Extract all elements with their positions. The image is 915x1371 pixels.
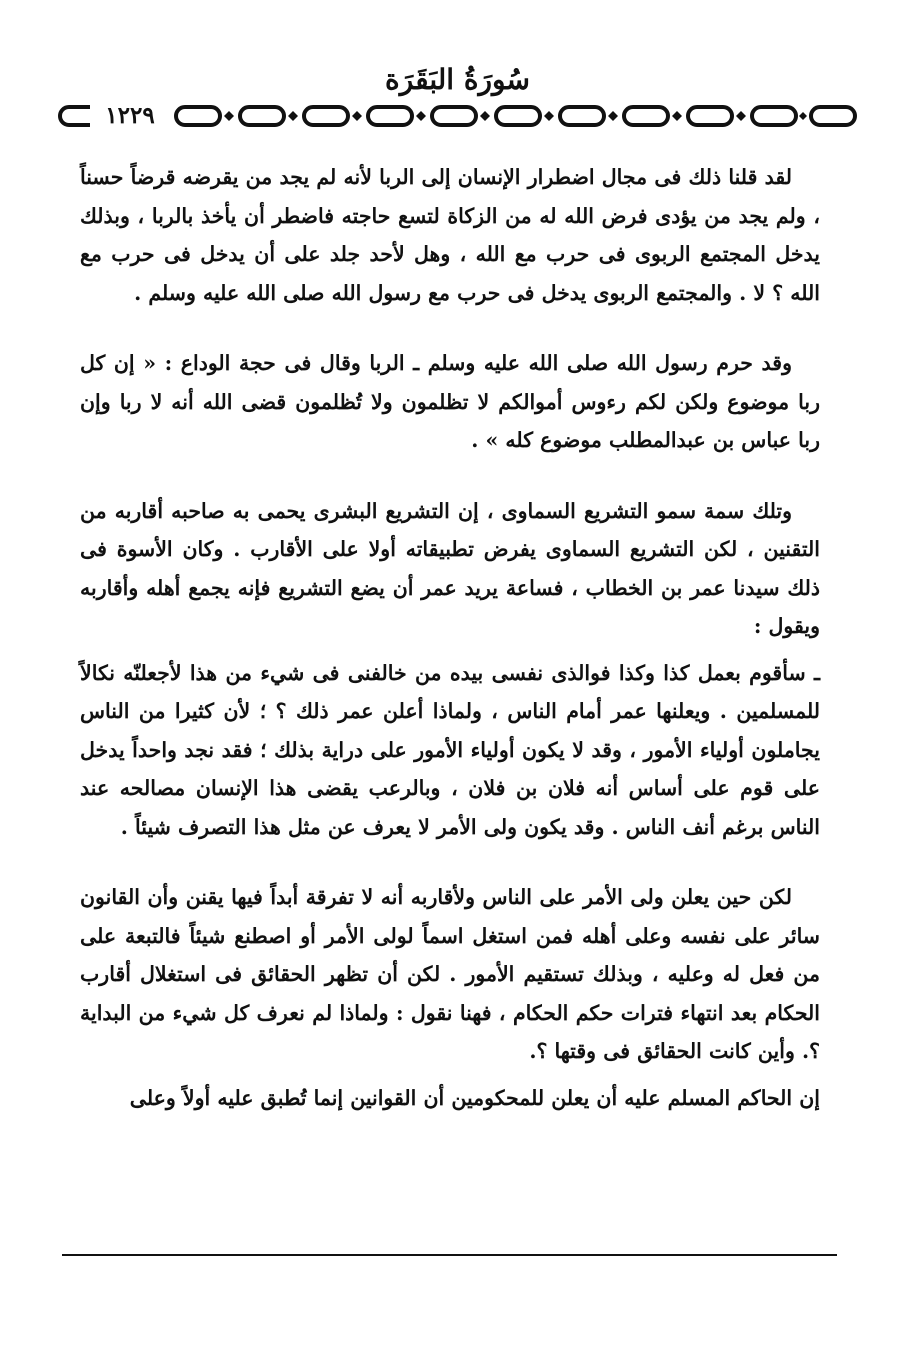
paragraph-1: لقد قلنا ذلك فى مجال اضطرار الإنسان إلى الربا لأنه لم يجد من يقرضه قرضاً حسناً ، ولم يجد من يؤدى فرض الله له من الزكاة لتسع حاجته فاضطر أن يأخذ بالربا ، وبذلك يدخل المجتمع الربوى فى حرب مع الله ، وهل لأحد جلد على أن يدخل فى حرب مع الله ؟ لا . والمجتمع الربوى يدخل فى حرب مع رسول الله صلى الله عليه وسلم . bbox=[80, 165, 820, 305]
page-number: ١٢٢٩ bbox=[90, 101, 170, 131]
paragraph-5: لكن حين يعلن ولى الأمر على الناس ولأقاربه أنه لا تفرقة أبداً فيها يقنن وأن القانون سائر على نفسه وعلى أهله فمن استغل اسماً لولى الأمر أو اصطنع شيئاً فالتبعة على من فعل له وعليه ، وبذلك تستقيم الأمور . لكن أن تظهر الحقائق فى استغلال أقارب الحكام بعد انتهاء فترات حكم الحكام ، فهنا نقول : ولماذا لم نعرف كل شيء من البداية ؟. وأين كانت الحقائق فى وقتها ؟. bbox=[80, 885, 820, 1063]
chain-ornament-border bbox=[56, 98, 859, 134]
paragraph-2: وقد حرم رسول الله صلى الله عليه وسلم ـ الربا وقال فى حجة الوداع : « إن كل ربا موضوع ولكن لكم رءوس أموالكم لا تظلمون ولا تُظلمون قضى الله أنه لا ربا وإن ربا عباس بن عبدالمطلب موضوع كله » . bbox=[80, 351, 820, 452]
body-text bbox=[80, 158, 820, 1117]
paragraph-4: ـ سأقوم بعمل كذا وكذا فوالذى نفسى بيده من خالفنى فى شيء من هذا لأجعلنّه نكالاً للمسلمين . ويعلنها عمر أمام الناس ، ولماذا أعلن عمر ذلك ؟ ؛ لأن كثيرا من الناس يجاملون أولياء الأمور ، وقد لا يكون أولياء الأمور على دراية بذلك ؛ فقد نجد واحداً يدخل على قوم على أساس أنه فلان بن فلان ، وبالرعب يقضى هذا الإنسان مصالحه عند الناس برغم أنف الناس . وقد يكون ولى الأمر لا يعرف عن مثل هذا التصرف شيئاً . bbox=[80, 660, 820, 839]
bottom-rule bbox=[62, 1254, 837, 1256]
paragraph-6: إن الحاكم المسلم عليه أن يعلن للمحكومين أن القوانين إنما تُطبق عليه أولاً وعلى bbox=[129, 1085, 820, 1110]
paragraph-3: وتلك سمة سمو التشريع السماوى ، إن التشريع البشرى يحمى به صاحبه أقاربه من التقنين ، لكن التشريع السماوى يفرض تطبيقاته أولا على الأقارب . وكان الأسوة فى ذلك سيدنا عمر بن الخطاب ، فساعة يريد عمر أن يضع التشريع فإنه يجمع أهله وأقاربه ويقول : bbox=[80, 498, 820, 638]
surah-title: سُورَةُ البَقَرَة bbox=[385, 63, 530, 96]
